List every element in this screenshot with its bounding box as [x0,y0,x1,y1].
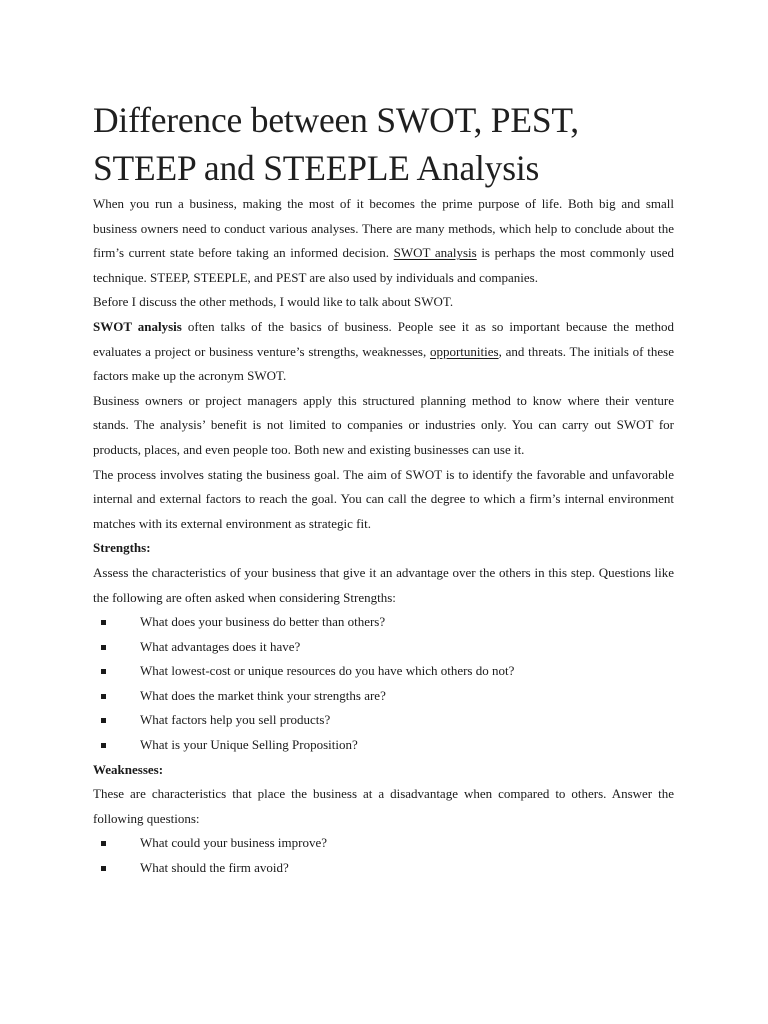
weaknesses-heading: Weaknesses: [93,761,164,777]
strengths-list [93,610,674,758]
process-paragraph: The process involves stating the business goal. The aim of SWOT is to identify the favorable and unfavorable internal and external factors to reach the goal. You can call the degree to which a firm’s internal environment matches with its external environment as strategic fit. [93,466,674,531]
bullet-square-icon [101,841,106,846]
list-item [93,684,674,709]
list-item-text: What advantages does it have? [140,638,301,654]
list-item [93,610,674,635]
bullet-square-icon [101,669,106,674]
opportunities-link[interactable]: opportunities [429,343,499,359]
title-line-2: STEEP and STEEPLE Analysis [93,148,540,188]
list-item [93,856,674,881]
strengths-intro: Assess the characteristics of your business that give it an advantage over the others in this step. Questions like the following are often asked when considering Strengths: [93,564,674,605]
list-item [93,659,674,684]
bullet-square-icon [101,743,106,748]
strengths-heading: Strengths: [93,540,151,556]
list-item [93,733,674,758]
list-item [93,635,674,660]
document-title [93,96,674,192]
discuss-paragraph: Before I discuss the other methods, I would like to talk about SWOT. [93,294,454,310]
list-item-text: What factors help you sell products? [140,712,331,728]
bullet-square-icon [101,866,106,871]
list-item-text: What is your Unique Selling Proposition? [140,737,358,753]
owners-paragraph: Business owners or project managers apply this structured planning method to know where their venture stands. The analysis’ benefit is not limited to companies or industries only. You can carry out SWOT for products, places, and even people too. Both new and existing businesses can use it. [93,392,674,457]
weaknesses-list [93,831,674,880]
swot-bold-lead: SWOT analysis [93,318,182,334]
bullet-square-icon [101,718,106,723]
swot-text-end: , and threats. The initials of these factors make up the acronym SWOT. [93,343,674,384]
list-item [93,831,674,856]
intro-text-end: is perhaps the most commonly used technique. STEEP, STEEPLE, and PEST are also used by individuals and companies. [93,245,674,285]
list-item [93,708,674,733]
intro-paragraph [93,192,674,290]
list-item-text: What lowest-cost or unique resources do you have which others do not? [140,663,515,679]
swot-analysis-link[interactable]: SWOT analysis [393,245,477,261]
document-page [93,96,674,881]
bullet-square-icon [101,620,106,625]
list-item-text: What does the market think your strengths are? [140,687,386,703]
swot-paragraph [93,315,674,389]
intro-text-start: When you run a business, making the most of it becomes the prime purpose of life. Both big and small business owners need to conduct various analyses. There are many methods, which help to conclude about the firm’s current state before taking an informed decision. [93,196,674,261]
list-item-text: What does your business do better than others? [140,614,386,630]
list-item-text: What should the firm avoid? [140,860,289,876]
title-line-1: Difference between SWOT, PEST, [93,100,579,140]
bullet-square-icon [101,694,106,699]
weaknesses-intro: These are characteristics that place the business at a disadvantage when compared to others. Answer the following questions: [93,786,674,826]
bullet-square-icon [101,645,106,650]
swot-text-start: often talks of the basics of business. People see it as so important because the method evaluates a project or business venture’s strengths, weaknesses, [93,318,674,359]
list-item-text: What could your business improve? [140,835,328,851]
